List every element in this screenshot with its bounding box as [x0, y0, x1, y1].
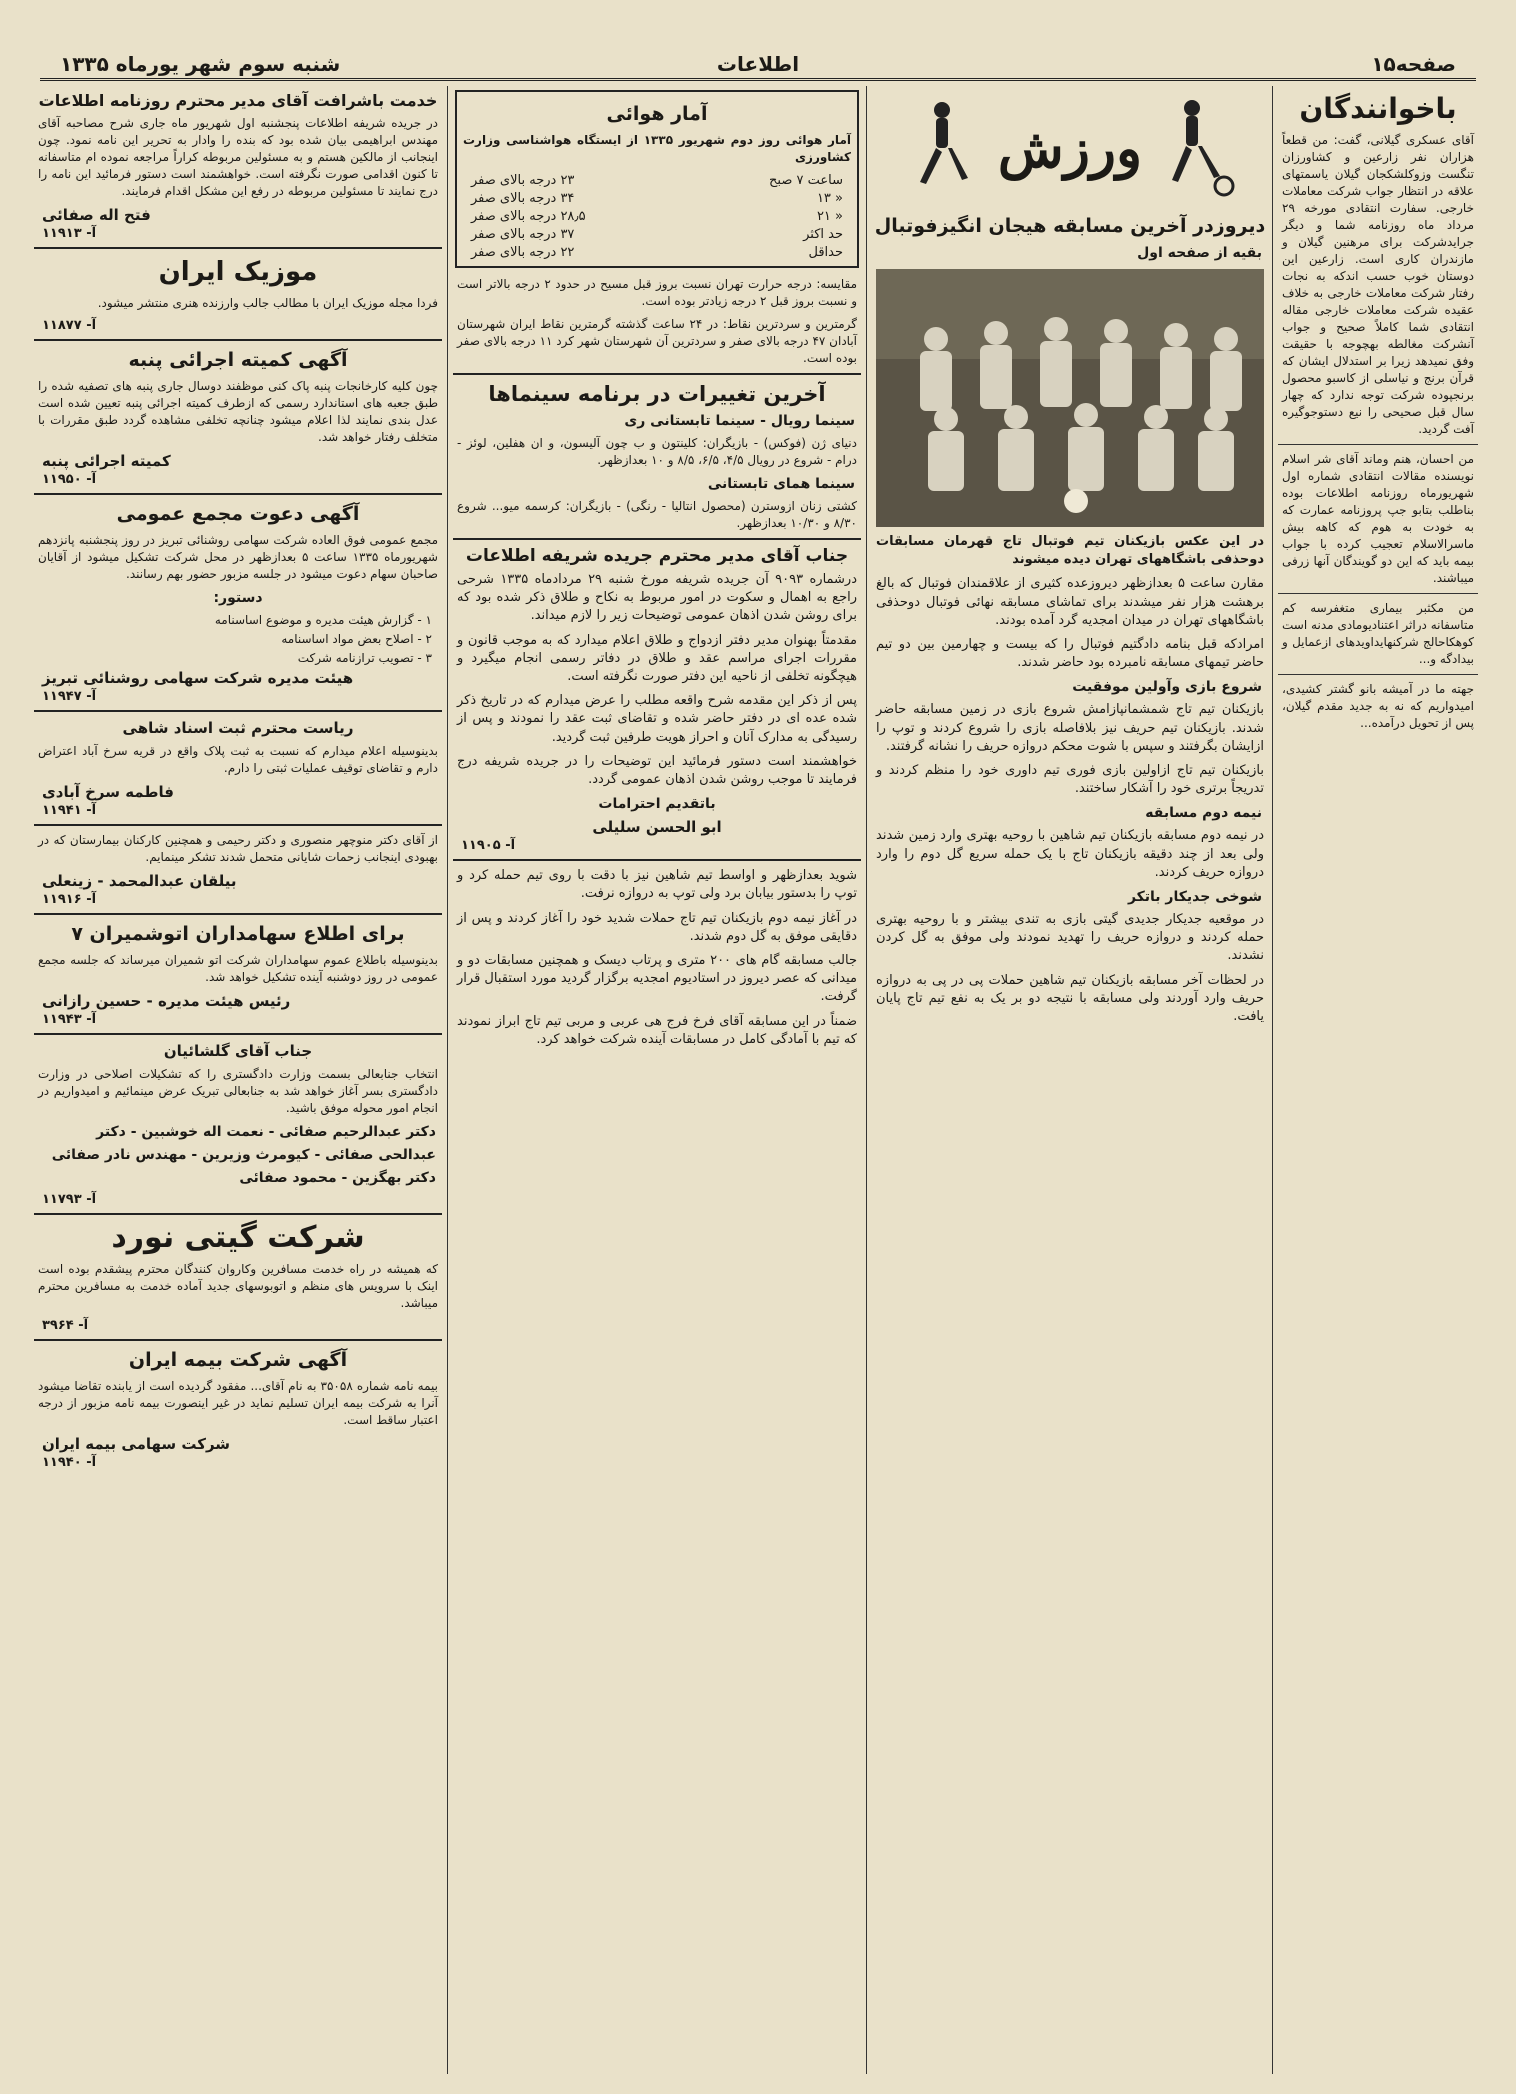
letter-closing: باتقدیم احترامات	[598, 796, 716, 813]
notice-paragraph: فردا مجله موزیک ایران با مطالب جالب وارزنده هنری منتشر میشود.	[97, 296, 438, 310]
sports-paragraph: در موقعیه جدیکار جدیدی گیتی بازی به تندی بیشتر و با روحیه بهتری حمله کردند و دروازه حریف را تهدید نمودند ولی موفق به گل کردن نشدند.	[876, 912, 1264, 964]
team-photo	[876, 269, 1264, 527]
weather-row-value: ۳۴ درجه بالای صفر	[471, 191, 575, 206]
cinema-subheading: سینما همای تابستانی	[707, 476, 855, 492]
weather-row-label: حداقل	[808, 245, 843, 260]
ad-code: آ- ۱۱۸۷۷	[42, 318, 97, 333]
divider	[1278, 444, 1478, 445]
ad-code: آ- ۱۱۹۱۶	[42, 892, 97, 907]
notice-signature: بیلقان عبدالمحمد - زینعلی	[42, 872, 237, 890]
notice-title: خدمت باشرافت آقای مدیر محترم روزنامه اطلاعات	[38, 91, 438, 110]
weather-note: مقایسه: درجه حرارت تهران نسبت بروز قبل مسیح در حدود ۲ درجه بالاتر است و نسبت بروز قبل ۲ درجه زیادتر بوده است.	[457, 277, 858, 308]
continuation-paragraph: در آغاز نیمه دوم بازیکنان تیم تاج حملات شدید خود را آغاز کردند و پس از دقایقی موفق به گل دوم شدند.	[457, 910, 857, 944]
readers-paragraph: من احسان، هنم وماند آقای شر اسلام نویسنده مقالات انتقادی شماره اول شهریورماه روزنامه اطلاعات بوده بناطلب بتابو جپ پروزنامه عمارت که به خودت به هوم که کاهه بیش ماسرالاسلام تعجیب کرده با جواب بیمه باید که این دو گویندگان آنها زرفی میباشند.	[1282, 452, 1474, 585]
notice-list-item: ۳ - تصویب ترازنامه شرکت	[297, 651, 432, 665]
weather-row-value: ۲۳ درجه بالای صفر	[471, 173, 575, 188]
weather-title: آمار هوائی	[606, 103, 708, 125]
weather-row	[471, 226, 843, 244]
readers-column	[1278, 86, 1478, 2074]
divider	[1278, 674, 1478, 675]
notice-signature: رئیس هیئت مدیره - حسین رازانی	[42, 992, 291, 1010]
weather-row-value: ۲۸٫۵ درجه بالای صفر	[471, 209, 586, 224]
notice-list-item: ۲ - اصلاح بعض مواد اساسنامه	[281, 632, 432, 646]
divider	[453, 859, 861, 861]
notice-list-title: دستور:	[213, 590, 263, 606]
notice-title: جناب آقای گلشائیان	[163, 1042, 313, 1060]
letter-title: جناب آقای مدیر محترم جریده شریفه اطلاعات	[465, 546, 849, 566]
middle-column	[453, 86, 861, 2074]
notice-paragraph: مجمع عمومی فوق العاده شرکت سهامی روشنائی تبریز در روز پنجشنبه پانزدهم شهریورماه ۱۳۳۵ ساعت ۵ بعدازظهر در محل شرکت تشکیل میشود از آقایان صاحبان سهام دعوت میشود در جلسه مزبور حضور بهم رسانند.	[38, 533, 438, 581]
notices-column	[34, 86, 442, 2074]
cinema-title: آخرین تغییرات در برنامه سینماها	[488, 382, 826, 406]
notice-list-item: ۱ - گزارش هیئت مدیره و موضوع اساسنامه	[214, 613, 432, 627]
divider	[34, 1033, 442, 1035]
sports-paragraph: مقارن ساعت ۵ بعدازظهر دیروزعده کثیری از علاقمندان فوتبال که بالغ برهشت هزار نفر میشدند برای تماشای مسابقه نهائی فوتبال دوحذفی باشگاههای تهران در میدان امجدیه گرد آمده بودند.	[876, 576, 1265, 628]
notice-title: آگهی دعوت مجمع عمومی	[116, 503, 360, 525]
sports-column	[872, 86, 1268, 2074]
notice-paragraph: در جریده شریفه اطلاعات پنجشنبه اول شهریور ماه جاری شرح مصاحبه آقای مهندس ابراهیمی بیان شده بود که بنده را وادار به تحریر این نامه نمود. چون اینجانب از مالکین هستم و به مسئولین مربوطه کراراً مراجعه نموده ام متاسفانه تا کنون اقدامی صورت نگرفته است. خواهشمند است دستور فرمائید این نامه را درج نمایند تا مسئولین مربوطه در رفع این مشکل اقدام فرمایند.	[38, 116, 438, 198]
ad-code: آ- ۱۱۹۰۵	[461, 838, 516, 854]
notice-paragraph: چون کلیه کارخانجات پنبه پاک کنی موظفند دوسال جاری پنبه های تصفیه شده را طبق جعبه های استاندارد رسمی که ازطرف کمیته اجرائی پنبه تعیین شده است عدل بندی نمایند لذا اعلام میشود چنانچه تخلفی مشاهده گردد طبق مقررات با متخلف رفتار خواهد شد.	[38, 379, 438, 444]
issue-date: شنبه سوم شهر یورماه ۱۳۳۵	[60, 52, 341, 76]
notice-signature: دکتر عبدالرحیم صفائی - نعمت اله خوشبین - دکتر	[96, 1124, 436, 1140]
weather-box	[455, 90, 859, 268]
notice-paragraph: بدینوسیله باطلاع عموم سهامداران شرکت اتو شمیران میرساند که جلسه مجمع عمومی در روز دوشنبه آینده تشکیل خواهد شد.	[38, 953, 438, 984]
weather-row	[471, 208, 843, 226]
letter-signature: ابو الحسن سلیلی	[592, 818, 722, 837]
notice-title: موزیک ایران	[158, 257, 318, 287]
divider	[453, 373, 861, 375]
readers-paragraph: من مکثبر بیماری متغفرسه کم متاسفانه دراثر اعتنادیومادی مدنه است کوهکاحالج شرکنهایداویدهای ازعمایل و بیدادگه و...	[1282, 601, 1474, 666]
ad-code: آ- ۱۱۷۹۳	[42, 1192, 97, 1207]
sports-paragraph: امرادکه قبل بنامه دادگتیم فوتبال را که بیست و چهارمین بین دو تیم حاضر تیمهای مسابقه نامبرده بود حاضر شدند.	[876, 637, 1264, 671]
weather-intro: آمار هوائی روز دوم شهریور ۱۳۳۵ از ایستگاه هواشناسی وزارت کشاورزی	[463, 133, 851, 164]
ad-code: آ- ۳۹۶۴	[42, 1318, 89, 1333]
notice-paragraph: بدینوسیله اعلام میدارم که نسبت به ثبت پلاک واقع در قریه سرخ آباد اعتراض دارم و تقاضای توقیف عملیات ثبتی را دارم.	[38, 744, 438, 775]
notice-title: ریاست محترم ثبت اسناد شاهی	[122, 719, 354, 737]
divider	[453, 538, 861, 540]
notice-signature: شرکت سهامی بیمه ایران	[42, 1435, 231, 1453]
readers-paragraph: جهته ما در آمیشه بانو گشتر کشیدی، امیدواریم که نه به جدید مقدم گیلان، پس از تحویل درآمده...	[1282, 682, 1474, 730]
readers-title: باخوانندگان	[1299, 92, 1457, 125]
weather-note: گرمترین و سردترین نقاط: در ۲۴ ساعت گذشته گرمترین نقاط ایران شهرستان آبادان ۴۷ درجه بالای صفر و سردترین آن شهرستان شهر کرد ۱۱ درجه بالای صفر بوده است.	[457, 317, 857, 365]
readers-paragraph: آقای عسکری گیلانی، گفت: من قطعاً هزاران نفر زارعین و کشاورزان تنگست وزوکلشکجان گیلان یاسمتهای علاقه در انتظار جواب شرکت معاملات خارجی. سفارت انتقادی مورخه ۲۹ مرداد ماه روزنامه شما و دیگر جرایدشرکت برای مرهنین گیلان و مازندران کاری است. زارعین این دوستان خوب حسب اندکه به نجات رفتار شرکت معاملات خارجی به خلاف عقیده شرکت معاملات خارجی مقاله انتقادی شما کاملاً صحیح و جواب آنشرکت مغالطه بهچوجه با حقیقت وفق نمیدهد زیرا بر استدلال ایشان که قرآن برنج و نیاسلی از کاسبو محصول برنجپوده شرکت توجه ندارد که چهار سال قبل صحیحی را نیع دستوجوگیره آفت گردید.	[1282, 133, 1474, 436]
letter-paragraph: مقدمتاً بهنوان مدیر دفتر ازدواج و طلاق اعلام میدارد که به موجب قانون و مقررات اجرای مراسم عقد و طلاق در دفاتر رسمی انجام میگیرد و هیچگونه تخلفی از ناحیه این دفتر صورت نگرفته است.	[457, 632, 857, 685]
ad-code: آ- ۱۱۹۵۰	[42, 472, 97, 487]
column-divider	[866, 86, 867, 2074]
ad-code: آ- ۱۱۹۴۷	[42, 689, 97, 704]
sports-paragraph: در لحظات آخر مسابقه بازیکنان تیم شاهین حملات پی در پی به دروازه حریف وارد آوردند ولی مسابقه با نتیجه دو بر یک به نفع تیم تاج پایان یافت.	[876, 972, 1264, 1025]
divider	[34, 1339, 442, 1341]
divider	[34, 710, 442, 712]
divider	[1278, 593, 1478, 594]
team-photo-image	[876, 269, 1264, 527]
notice-signature: فتح اله صفائی	[42, 206, 151, 224]
weather-row-value: ۳۷ درجه بالای صفر	[471, 227, 575, 242]
notice-title: شرکت گیتی نورد	[111, 1220, 365, 1255]
weather-row-label: ساعت ۷ صبح	[769, 173, 843, 188]
weather-row-label: « ۱۳	[816, 191, 843, 206]
divider	[34, 339, 442, 341]
cinema-paragraph: کشتی زنان ازوسترن (محصول انتالیا - رنگی) - بازیگران: کرسمه میو... شروع ۸/۳۰ و ۱۰/۳۰ بعدازظهر.	[457, 499, 857, 530]
column-divider	[1272, 86, 1273, 2074]
sports-headline: دیروزدر آخرین مسابقه هیجان انگیزفوتبال	[874, 215, 1266, 237]
cinema-subheading: سینما رویال - سینما تابستانی ری	[624, 413, 855, 429]
notice-list	[34, 612, 442, 667]
continuation-paragraph: جالب مسابقه گام های ۲۰۰ متری و پرتاب دیسک و همچنین مسابقات دو و میدانی که عصر دیروز در استادیوم امجدیه برگزار گردید مورد استقبال قرار گرفت.	[457, 953, 857, 1005]
letter-paragraph: درشماره ۹۰۹۳ آن جریده شریفه مورخ شنبه ۲۹ مردادماه ۱۳۳۵ شرحی راجع به اهمال و سکوت در امور مربوط به نکاح و طلاق ذکر شده بود که برای روشن شدن اذهان عمومی توضیحات زیر را لازم میداند.	[457, 572, 858, 624]
masthead	[40, 48, 1476, 81]
weather-row-value: ۲۲ درجه بالای صفر	[471, 245, 575, 260]
continuation-paragraph: ضمناً در این مسابقه آقای فرخ فرج هی عربی و مربی تیم تاج ابراز نمودند که تیم با آمادگی کامل در مسابقات آینده شرکت خواهد کرد.	[457, 1013, 857, 1047]
sports-subheading: شوخی جدیکار باتکر	[1127, 889, 1262, 906]
sports-logo	[872, 90, 1268, 208]
weather-row	[471, 190, 843, 208]
sports-subheading: نیمه دوم مسابقه	[1145, 805, 1262, 822]
sports-subheading: شروع بازی وآولین موفقیت	[1072, 679, 1262, 696]
weather-table	[459, 172, 855, 262]
notice-title: برای اطلاع سهامداران اتوشمیران ۷	[71, 923, 405, 945]
sports-paragraph: در نیمه دوم مسابقه بازیکنان تیم شاهین با روحیه بهتری وارد زمین شدند ولی بعد از چند دقیقه بازیکنان تاج با یک حمله سریع گل دوم را وارد دروازه حریف کردند.	[876, 828, 1264, 880]
notice-paragraph: از آقای دکتر منوچهر منصوری و دکتر رحیمی و همچنین کارکنان بیمارستان که در بهبودی اینجانب زحمات شایانی متحمل شدند تشکر مینمایم.	[38, 833, 438, 864]
notice-signature: دکتر بهگزین - محمود صفائی	[239, 1170, 436, 1186]
sports-paragraph: بازیکنان تیم تاج ازاولین بازی فوری تیم داوری خود را منظم کردند و تدریجاً برتری خود را آشکار ساختند.	[876, 763, 1264, 797]
ad-code: آ- ۱۱۹۴۰	[42, 1455, 97, 1470]
divider	[34, 1213, 442, 1215]
weather-row-label: حد اکثر	[803, 227, 843, 242]
divider	[34, 913, 442, 915]
notice-paragraph: بیمه نامه شماره ۳۵۰۵۸ به نام آقای... مفقود گردیده است از یابنده تقاضا میشود آنرا به شرکت بیمه ایران تسلیم نماید در غیر اینصورت بیمه نامه مزبور از درجه اعتبار ساقط است.	[38, 1379, 438, 1427]
photo-caption: در این عکس بازیکنان تیم فوتبال تاج قهرمان مسابقات دوحذفی باشگاههای تهران دیده میشوند	[876, 534, 1264, 568]
divider	[34, 824, 442, 826]
cinema-paragraph: دنیای ژن (فوکس) - بازیگران: کلینتون و ب چون آلیسون، و ان هفلین، لوئز - درام - شروع در رویال ۴/۵، ۶/۵، ۸/۵ و ۱۰ بعدازظهر.	[457, 436, 857, 467]
notice-signature: فاطمه سرخ آبادی	[42, 783, 174, 801]
sports-logo-text: ورزش	[997, 116, 1143, 180]
weather-row-label: « ۲۱	[816, 209, 843, 224]
sports-paragraph: بازیکنان تیم تاج شمشمانپازامش شروع بازی در زمین مسابقه حاضر شدند. بازیکنان تیم حریف نیز بلافاصله بازی را شروع کردند و توپ را ازایشان بگرفتند و سپس با شوت محکم دروازه حریف را نشانه گرفتند.	[876, 702, 1264, 754]
notice-signature: عبدالحی صفائی - کیومرث وزیرین - مهندس نادر صفائی	[51, 1147, 436, 1163]
continuation-paragraph: شوید بعدازظهر و اواسط تیم شاهین نیز با دقت با روی تیم حمله کرد و توپ را بدستور بیابان برد ولی توپ به دروازه نرفت.	[457, 868, 857, 902]
ad-code: آ- ۱۱۹۱۳	[42, 226, 97, 241]
notice-title: آگهی کمیته اجرائی پنبه	[128, 349, 348, 371]
notice-signature: هیئت مدیره شرکت سهامی روشنائی تبریز	[42, 669, 354, 687]
letter-paragraph: خواهشمند است دستور فرمائید این توضیحات را در جریده شریفه درج فرمایند تا موجب روشن شدن اذهان عمومی گردد.	[457, 753, 857, 788]
column-divider	[447, 86, 448, 2074]
divider	[34, 493, 442, 495]
page-number: صفحه۱۵	[1371, 52, 1456, 76]
weather-row	[471, 244, 843, 262]
paper-name: اطلاعات	[716, 52, 800, 76]
notice-signature: کمیته اجرائی پنبه	[42, 452, 171, 470]
notice-paragraph: که همیشه در راه خدمت مسافرین وکاروان کنندگان محترم پیشقدم بوده است اینک با سرویس های منظم و اتوبوسهای جدید آماده خدمت به مسافرین محترم میباشد.	[38, 1262, 438, 1310]
ad-code: آ- ۱۱۹۴۱	[42, 803, 97, 818]
ad-code: آ- ۱۱۹۴۳	[42, 1012, 97, 1027]
notice-paragraph: انتخاب جنابعالی بسمت وزارت دادگستری را که تشکیلات اصلاحی در وزارت دادگستری بسر آغاز خواهد شد به جنابعالی تبریک عرض مینمائیم و امیدواریم در انجام امور محوله موفق باشید.	[38, 1067, 438, 1115]
letter-paragraph: پس از ذکر این مقدمه شرح واقعه مطلب را عرض میدارم که در تاریخ ذکر شده عده ای در دفتر حاضر شده و تقاضای ثبت عقد را نمودند و پس از رسیدگی به مدارک آنان و احراز هویت طرفین ثبت گردید.	[457, 693, 857, 745]
divider	[34, 247, 442, 249]
weather-row	[471, 172, 843, 190]
sports-subline: بقیه از صفحه اول	[1137, 245, 1262, 261]
notice-title: آگهی شرکت بیمه ایران	[128, 1349, 348, 1371]
